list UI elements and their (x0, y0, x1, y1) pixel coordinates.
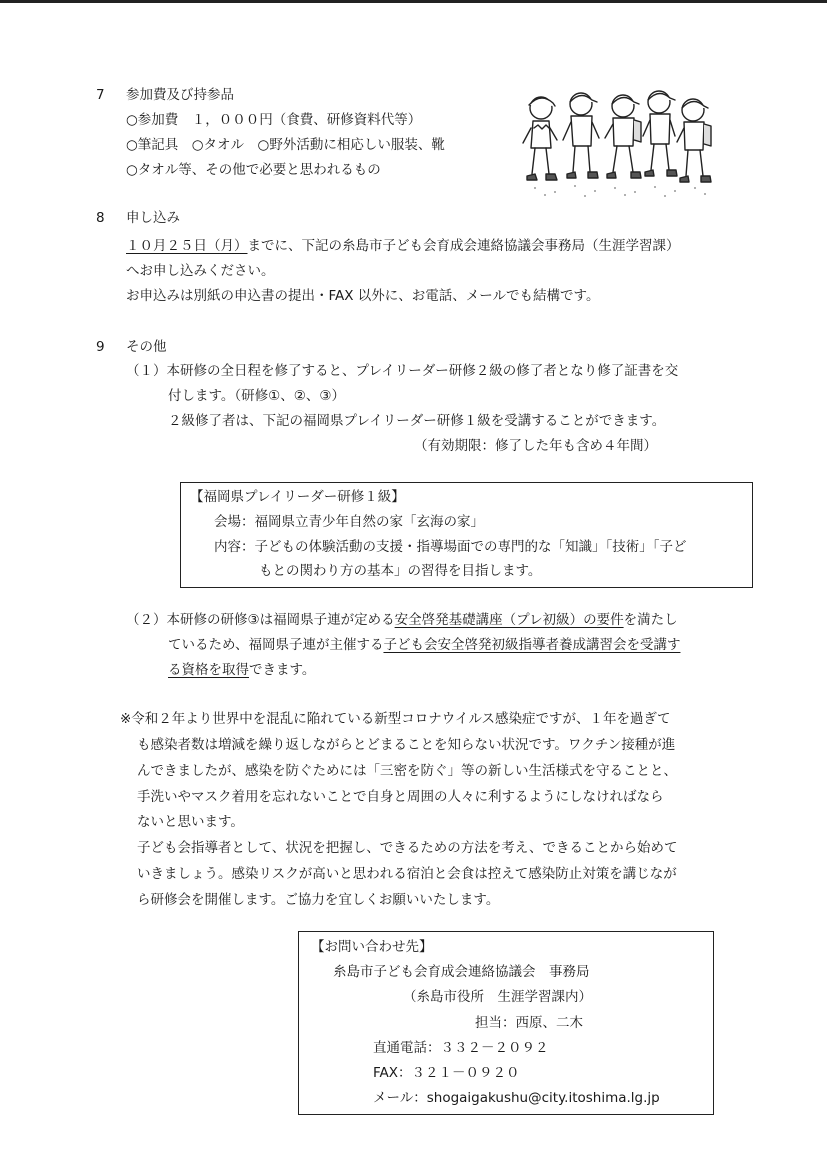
section-title: 申し込み (126, 210, 180, 226)
validity-period: （有効期限：修了した年も含め４年間） (414, 438, 657, 454)
hiking-children-illustration (515, 88, 713, 200)
section-number: 9 (96, 339, 105, 355)
content-text: もとの関わり方の基本」の習得を目指します。 (259, 563, 542, 579)
note-line: ら研修会を開催します。ご協力を宜しくお願いいたします。 (137, 892, 500, 908)
contact-office: （糸島市役所 生涯学習課内） (403, 989, 592, 1005)
paragraph-2-line (126, 614, 678, 628)
contact-email: メール：shogaigakushu@city.itoshima.lg.jp (373, 1090, 660, 1106)
qualification-underlined: る資格を取得 (168, 662, 249, 678)
contact-phone: 直通電話：３３２－２０９２ (373, 1040, 549, 1056)
note-line: 手洗いやマスク着用を忘れないことで自身と周囲の人々に利するようにしなければなら (137, 789, 664, 805)
requirement-underlined: 安全啓発基礎講座（プレ初級）の要件 (394, 612, 624, 628)
paragraph-1-line: 付します。（研修①、②、③） (168, 388, 345, 404)
deadline-date: １０月２５日（月） (126, 238, 248, 254)
paragraph-1-line: ２級修了者は、下記の福岡県プレイリーダー研修１級を受講することができます。 (168, 413, 666, 429)
application-methods: お申込みは別紙の申込書の提出・FAX 以外に、お電話、メールでも結構です。 (126, 288, 600, 304)
application-text: までに、下記の糸島市子ども会育成会連絡協議会事務局（生涯学習課） (247, 238, 680, 254)
contact-staff: 担当：西原、二木 (475, 1015, 583, 1031)
items-line: ○筆記具 ○タオル ○野外活動に相応しい服装、靴 (126, 137, 445, 153)
note-line: も感染者数は増減を繰り返しながらとどまることを知らない状況です。ワクチン接種が進 (137, 737, 676, 753)
note-line: んできましたが、感染を防ぐためには「三密を防ぐ」等の新しい生活様式を守ることと、 (137, 763, 677, 779)
venue-text: 会場：福岡県立青少年自然の家「玄海の家」 (214, 514, 484, 530)
note-line: ※令和２年より世界中を混乱に陥れている新型コロナウイルス感染症ですが、１年を過ぎて (120, 711, 671, 727)
contact-organization: 糸島市子ども会育成会連絡協議会 事務局 (333, 964, 590, 980)
section-number: 7 (96, 87, 105, 103)
content-text: 内容：子どもの体験活動の支援・指導場面での専門的な「知識」「技術」「子ど (214, 539, 687, 555)
section-title: その他 (126, 339, 167, 355)
paragraph-1-line: （１）本研修の全日程を修了すると、プレイリーダー研修２級の修了者となり修了証書を交 (126, 363, 679, 379)
contact-box (298, 931, 714, 1115)
fee-line: ○参加費 １，０００円（食費、研修資料代等） (126, 112, 422, 128)
page-top-rule (0, 0, 827, 3)
note-line: ないと思います。 (137, 814, 244, 830)
level1-training-box (180, 482, 753, 588)
items-line: ○タオル等、その他で必要と思われるもの (126, 162, 381, 178)
course-underlined: 子ども会安全啓発初級指導者養成講習会を受講す (383, 637, 681, 653)
paragraph-2-text: を満たし (623, 612, 678, 628)
contact-fax: FAX：３２１－０９２０ (373, 1065, 520, 1081)
paragraph-2-line (168, 664, 315, 678)
application-line (126, 240, 680, 254)
note-line: 子ども会指導者として、状況を把握し、できるための方法を考え、できることから始めて (137, 840, 678, 856)
paragraph-2-text: （２）本研修の研修③は福岡県子連が定める (126, 612, 395, 628)
section-number: 8 (96, 210, 105, 226)
box-title: 【福岡県プレイリーダー研修１級】 (190, 489, 405, 505)
contact-title: 【お問い合わせ先】 (311, 939, 433, 955)
paragraph-2-text: ているため、福岡県子連が主催する (168, 637, 384, 653)
paragraph-2-line (168, 639, 680, 653)
application-line: へお申し込みください。 (126, 263, 275, 279)
note-line: いきましょう。感染リスクが高いと思われる宿泊と会食は控えて感染防止対策を講じなが (137, 866, 677, 882)
section-title: 参加費及び持参品 (126, 87, 234, 103)
paragraph-2-text: できます。 (249, 662, 316, 678)
